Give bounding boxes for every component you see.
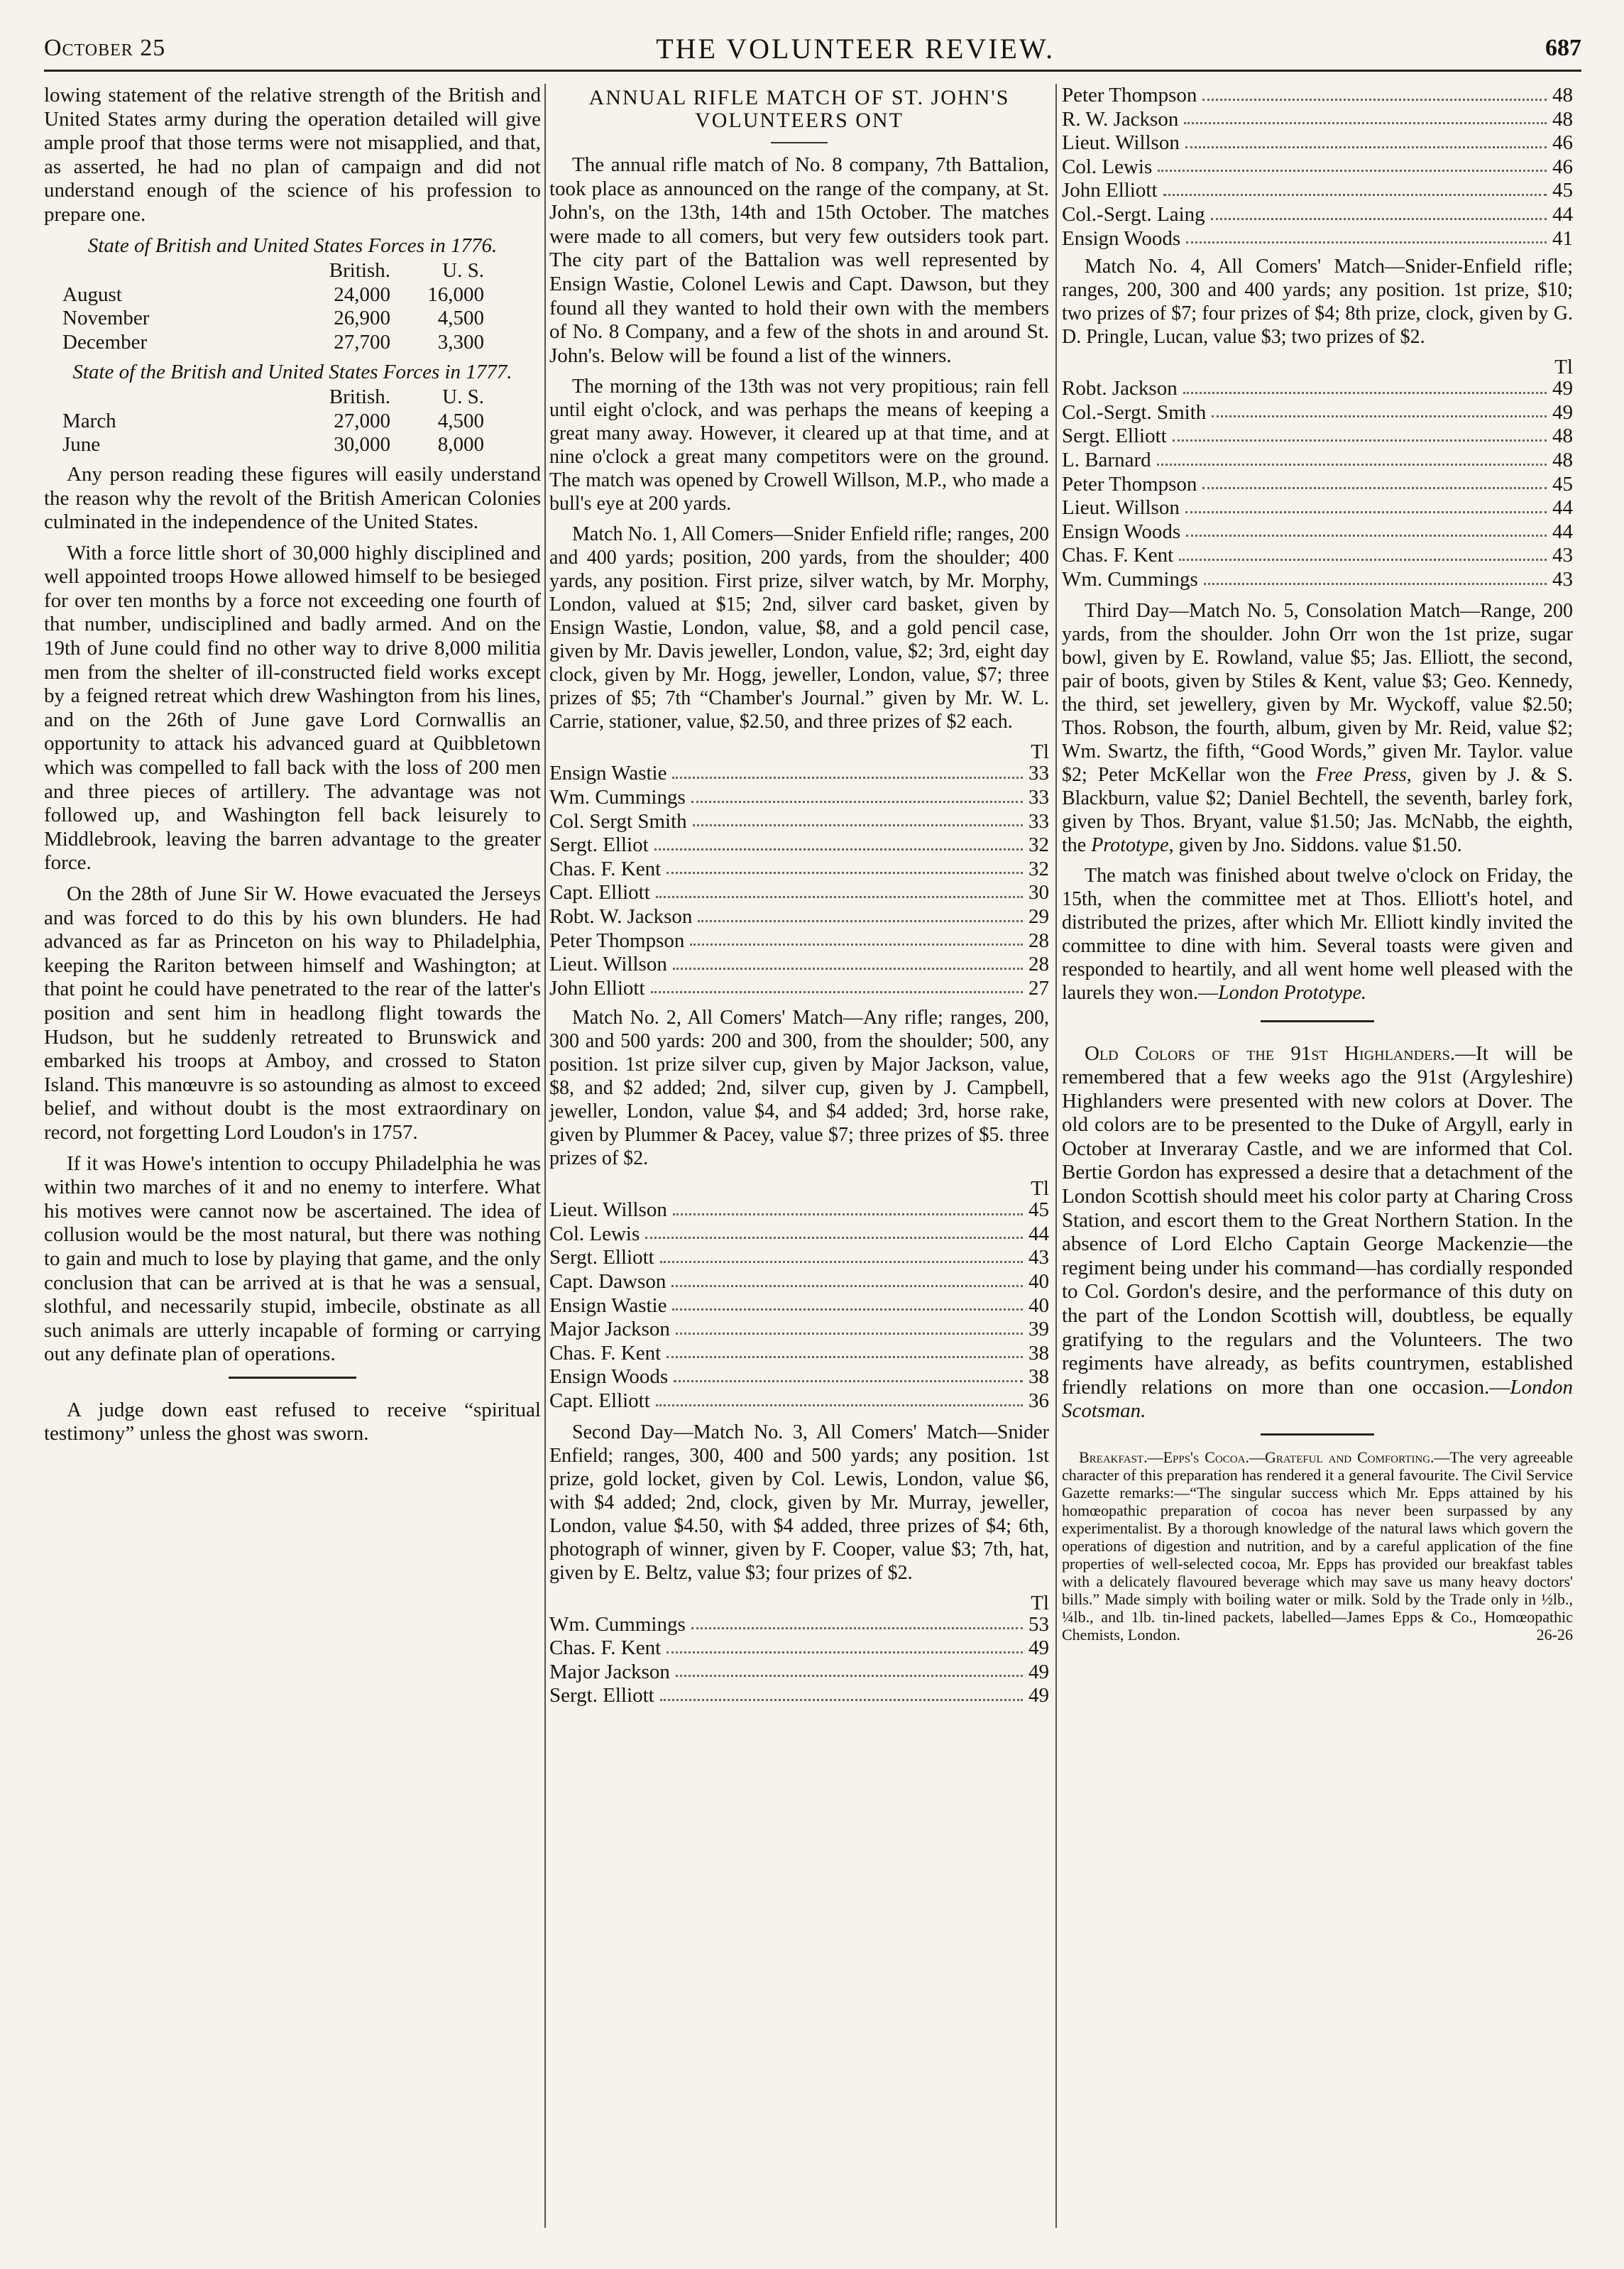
competitor-score: 41	[1552, 226, 1573, 250]
competitor-name: Ensign Wastie	[549, 762, 667, 785]
score-row	[1062, 449, 1573, 473]
header-date: October 25	[44, 35, 166, 61]
paragraph: Match No. 4, All Comers' Match—Snider-Enfield rifle; ranges, 200, 300 and 400 yards; any position. 1st prize, $10; two prizes of $7; four prizes of $4; 8th prize, clock, given by G. D. Pringle, Lucan, value $3; two prizes of $2.	[1062, 256, 1573, 349]
paragraph: With a force little short of 30,000 highly disciplined and well appointed troops Howe allowed himself to be besieged for over ten months by a force not exceeding one fourth of that number, undisciplined and badly armed. And on the 19th of June could find no other way to drive 8,000 militia men from the shelter of ill-constructed field works except by a feigned retreat which drew Washington from his lines, and on the 26th of June gave Lord Cornwallis an opportunity to attack his advanced guard at Quibbletown which was compelled to fall back with the loss of 200 men and three pieces of artillery. The advantage was not followed up, and Washington fell back leisurely to Middlebrook, leaving the barren advantage to the greater force.	[44, 541, 541, 875]
column-1	[44, 84, 541, 1453]
competitor-score: 45	[1552, 179, 1573, 202]
table-row: December 27,700 3,300	[62, 330, 484, 354]
score-row	[549, 1661, 1049, 1685]
competitor-score: 27	[1028, 976, 1049, 1000]
competitor-score: 44	[1028, 1222, 1049, 1245]
dot-leader	[1204, 568, 1547, 585]
dot-leader	[666, 858, 1023, 875]
score-row	[549, 1365, 1049, 1389]
competitor-score: 43	[1028, 1246, 1049, 1269]
table-1776-title: State of British and United States Forces in 1776.	[87, 234, 498, 257]
competitor-score: 45	[1028, 1198, 1049, 1222]
score-row	[549, 1318, 1049, 1342]
competitor-name: Wm. Cummings	[1062, 567, 1198, 591]
dot-leader	[693, 810, 1023, 827]
competitor-name: Major Jackson	[549, 1660, 670, 1683]
competitor-score: 48	[1552, 107, 1573, 131]
score-row	[549, 762, 1049, 786]
competitor-name: Chas. F. Kent	[1062, 544, 1174, 567]
competitor-name: Lieut. Willson	[549, 953, 667, 976]
dot-leader	[1158, 155, 1547, 173]
dot-leader	[1186, 227, 1547, 244]
dot-leader	[654, 833, 1023, 851]
header-page-number: 687	[1545, 35, 1581, 61]
competitor-score: 44	[1552, 202, 1573, 226]
competitor-name: Sergt. Elliott	[549, 1684, 654, 1707]
competitor-score: 44	[1552, 496, 1573, 520]
dot-leader	[1183, 377, 1547, 394]
score-row	[549, 1270, 1049, 1294]
score-row	[549, 810, 1049, 834]
competitor-score: 49	[1028, 1636, 1049, 1660]
competitor-name: Col. Lewis	[549, 1222, 640, 1245]
competitor-name: Chas. F. Kent	[549, 857, 662, 880]
dot-leader	[674, 1365, 1023, 1382]
competitor-score: 38	[1028, 1365, 1049, 1389]
score-row	[549, 905, 1049, 929]
dot-leader	[1163, 179, 1547, 196]
paragraph: If it was Howe's intention to occupy Philadelphia he was within two marches of it and no enemy to interfere. What his motives were cannot now be ascertained. The idea of collusion would be the most natural, but there was nothing to gain and much to lose by playing that game, and the only conclusion that can be arrived at is that he was a sensual, slothful, and necessarily stupid, imbecile, obstinate as all such animals are utterly incapable of forming or carrying out any definate plan of operations.	[44, 1152, 541, 1366]
dot-leader	[1212, 401, 1547, 418]
competitor-name: Col.-Sergt. Laing	[1062, 202, 1205, 226]
competitor-name: Chas. F. Kent	[549, 1636, 662, 1660]
dot-leader	[1185, 131, 1547, 148]
dot-leader	[1202, 473, 1547, 490]
score-row	[1062, 425, 1573, 449]
table-1777	[58, 386, 488, 457]
paragraph: Match No. 1, All Comers—Snider Enfield rifle; ranges, 200 and 400 yards; position, 200 yards, from the shoulder; 400 yards, any position. First prize, silver watch, by Mr. Morphy, London, valued at $15; 2nd, silver card basket, given by Ensign Wastie, London, value, $8, and a gold pencil case, given by Mr. Davis jeweller, London, value, $2; 3rd, eight day clock, given by Mr. Hogg, jeweller, London, value, $7; three prizes of $5; 7th “Chamber's Journal.” given by Mr. W. L. Carrie, stationer, value, $2.50, and three prizes of $2 each.	[549, 523, 1049, 733]
competitor-score: 43	[1552, 567, 1573, 591]
competitor-score: 48	[1552, 448, 1573, 471]
score-row	[549, 1389, 1049, 1414]
score-list-match-1	[549, 762, 1049, 1000]
dot-leader	[660, 1246, 1023, 1263]
score-row	[549, 1684, 1049, 1708]
dot-leader	[1202, 84, 1547, 101]
score-row	[1062, 401, 1573, 425]
score-row	[1062, 227, 1573, 251]
score-list-match-3-continued	[1062, 84, 1573, 251]
dot-leader	[666, 1342, 1023, 1359]
competitor-name: Wm. Cummings	[549, 785, 686, 809]
paragraph: The morning of the 13th was not very propitious; rain fell until eight o'clock, and was perhaps the means of keeping a great many away. However, it cleared up at that time, and at nine o'clock a great many competitors were on the ground. The match was opened by Crowell Willson, M.P., who made a bull's eye at 200 yards.	[549, 376, 1049, 515]
score-column-header: Tl	[1554, 356, 1573, 379]
column-2	[549, 84, 1049, 1708]
score-row	[1062, 377, 1573, 401]
competitor-score: 49	[1552, 400, 1573, 424]
score-row	[549, 953, 1049, 977]
competitor-score: 48	[1552, 425, 1573, 448]
score-row	[1062, 179, 1573, 203]
score-row	[549, 1223, 1049, 1247]
competitor-score: 28	[1028, 929, 1049, 952]
paragraph-closing: The match was finished about twelve o'clock on Friday, the 15th, when the committee met at Thos. Elliott's hotel, and distributed the prizes, after which Mr. Elliott kindly invited the committee to dine with him. Several toasts were given and responded to heartily, and all went home well pleased with the laurels they won.—London Prototype.	[1062, 864, 1573, 1004]
competitor-name: Sergt. Elliot	[549, 833, 649, 857]
competitor-score: 29	[1028, 904, 1049, 928]
score-list-match-3	[549, 1613, 1049, 1708]
score-row	[1062, 155, 1573, 180]
dot-leader	[698, 905, 1023, 922]
paragraph: The annual rifle match of No. 8 company, 7th Battalion, took place as announced on the range of the company, at St. John's, on the 13th, 14th and 15th October. The matches were made to all comers, but very few outsiders took part. The city part of the Battalion was well represented by Ensign Wastie, Colonel Lewis and Capt. Dawson, but they found all they wanted to hold their own with the members of No. 8 Company, and a few of the shots in and around St. John's. Below will be found a list of the winners.	[549, 153, 1049, 367]
score-row	[1062, 568, 1573, 592]
dot-leader	[1185, 496, 1547, 513]
table-1777-title: State of the British and United States Forces in 1777.	[72, 360, 512, 383]
dot-leader	[1157, 449, 1547, 466]
competitor-score: 46	[1552, 155, 1573, 178]
competitor-score: 38	[1028, 1341, 1049, 1365]
score-row	[1062, 108, 1573, 132]
competitor-name: Chas. F. Kent	[549, 1341, 662, 1365]
competitor-name: Robt. Jackson	[1062, 377, 1178, 400]
competitor-name: Capt. Elliott	[549, 1389, 650, 1413]
table-1776	[58, 259, 488, 354]
score-row	[549, 1294, 1049, 1318]
dot-leader	[1211, 203, 1547, 220]
competitor-score: 28	[1028, 953, 1049, 976]
competitor-name: Peter Thompson	[549, 929, 685, 952]
competitor-name: Lieut. Willson	[1062, 131, 1180, 155]
competitor-name: Lieut. Willson	[1062, 496, 1180, 520]
competitor-name: Sergt. Elliott	[549, 1246, 654, 1269]
dot-leader	[672, 1294, 1023, 1311]
dot-leader	[656, 1389, 1023, 1406]
score-row	[1062, 473, 1573, 497]
competitor-name: Major Jackson	[549, 1318, 670, 1341]
competitor-score: 33	[1028, 785, 1049, 809]
intro-paragraph: lowing statement of the relative strength of the British and United States army during the operation detailed will give ample proof that those terms were not misapplied, and that, as asserted, he had no plan of campaign and did not understand enough of the science of his profession to prepare one.	[44, 84, 541, 226]
competitor-score: 48	[1552, 84, 1573, 106]
column-rule-1	[544, 84, 546, 2228]
dot-leader	[673, 1198, 1023, 1215]
dot-leader	[645, 1223, 1023, 1240]
score-row	[549, 977, 1049, 1001]
table-col-us: U. S.	[442, 386, 484, 409]
competitor-name: John Elliott	[549, 976, 645, 1000]
paragraph: On the 28th of June Sir W. Howe evacuated the Jerseys and was forced to do this by his own blunders. He had advanced as far as Princeton on his way to Philadelphia, keeping the Rariton between himself and Washington; at that point he could have penetrated to the rear of the latter's position and sent him in headlong flight towards the Hudson, but he suddenly retreated to Brunswick and embarked his troops at Amboy, and crossed to Staton Island. This manœuvre is so astounding as almost to exceed belief, and without doubt is the most extraordinary on record, not forgetting Lord Loudon's in 1757.	[44, 882, 541, 1144]
table-row: March 27,000 4,500	[62, 409, 484, 432]
score-row	[549, 1613, 1049, 1637]
paragraph-ghost-item: A judge down east refused to receive “spiritual testimony” unless the ghost was sworn.	[44, 1398, 541, 1445]
competitor-score: 49	[1552, 377, 1573, 400]
section-separator	[1261, 1433, 1374, 1436]
dot-leader	[673, 953, 1023, 970]
dot-leader	[691, 1613, 1023, 1630]
dot-leader	[1186, 520, 1547, 537]
dot-leader	[651, 977, 1023, 994]
competitor-score: 46	[1552, 131, 1573, 155]
competitor-name: Col. Lewis	[1062, 155, 1153, 178]
competitor-score: 30	[1028, 881, 1049, 904]
dot-leader	[656, 881, 1023, 898]
competitor-score: 33	[1028, 809, 1049, 833]
score-row	[1062, 496, 1573, 520]
page-header	[44, 27, 1581, 72]
score-row	[1062, 131, 1573, 155]
competitor-name: Ensign Wastie	[549, 1294, 667, 1317]
score-row	[549, 1198, 1049, 1223]
score-row	[1062, 203, 1573, 227]
dot-leader	[690, 929, 1023, 946]
dot-leader	[660, 1684, 1023, 1701]
competitor-score: 49	[1028, 1684, 1049, 1707]
score-row	[1062, 84, 1573, 108]
score-row	[549, 1246, 1049, 1270]
competitor-name: John Elliott	[1062, 179, 1158, 202]
header-title: THE VOLUNTEER REVIEW.	[656, 32, 1055, 65]
score-column-header: Tl	[1031, 1177, 1049, 1201]
table-col-british: British.	[329, 259, 390, 283]
title-rule	[771, 142, 828, 143]
competitor-name: Peter Thompson	[1062, 472, 1197, 496]
score-row	[549, 1342, 1049, 1366]
paragraph-match-5: Third Day—Match No. 5, Consolation Match—Range, 200 yards, from the shoulder. John Orr won the 1st prize, sugar bowl, given by E. Rowland, value $5; Jas. Elliott, the second, pair of boots, given by Stiles & Kent, value $3; Geo. Kennedy, the third, set jewellery, given by Mr. Wyckoff, value $2.50; Thos. Robson, the fourth, album, given by Mr. Reid, value $2; Wm. Swartz, the fifth, “Good Words,” given Mr. Taylor. value $2; Peter McKellar won the Free Press, given by J. & S. Blackburn, value $2; Daniel Bechtell, the seventh, barley fork, given by Thos. Bryant, value $1.50; Jas. McNabb, the eighth, the Prototype, given by Jno. Siddons. value $1.50.	[1062, 599, 1574, 856]
column-rule-2	[1055, 84, 1057, 2228]
paragraph: Match No. 2, All Comers' Match—Any rifle; ranges, 200, 300 and 500 yards: 200 and 300, from the shoulder; 500, any position. 1st prize silver cup, given by Major Jackson, value, $8, and $2 added; 2nd, silver cup, given by J. Campbell, jeweller, London, value $4, and $4 added; 3rd, horse rake, given by Plummer & Pacey, value $7; three prizes of $5. three prizes of $2.	[549, 1007, 1049, 1170]
competitor-name: Ensign Woods	[1062, 520, 1181, 543]
dot-leader	[676, 1318, 1023, 1335]
competitor-name: Col.-Sergt. Smith	[1062, 400, 1207, 424]
dot-leader	[1173, 425, 1547, 442]
article-title: ANNUAL RIFLE MATCH OF ST. JOHN'S VOLUNTEERS ONT	[588, 86, 1010, 132]
dot-leader	[666, 1636, 1023, 1653]
competitor-name: Capt. Dawson	[549, 1270, 666, 1294]
score-row	[1062, 544, 1573, 568]
section-separator	[229, 1377, 356, 1379]
competitor-name: Wm. Cummings	[549, 1612, 686, 1636]
competitor-score: 39	[1028, 1318, 1049, 1341]
competitor-score: 36	[1028, 1389, 1049, 1413]
competitor-name: Ensign Woods	[1062, 226, 1181, 250]
competitor-name: R. W. Jackson	[1062, 107, 1179, 131]
score-column-header: Tl	[1031, 740, 1049, 764]
table-row: November 26,900 4,500	[62, 307, 484, 330]
competitor-score: 33	[1028, 762, 1049, 785]
competitor-score: 40	[1028, 1270, 1049, 1294]
competitor-score: 44	[1552, 520, 1573, 543]
competitor-score: 43	[1552, 544, 1573, 567]
table-row: June 30,000 8,000	[62, 433, 484, 456]
competitor-name: Robt. W. Jackson	[549, 904, 693, 928]
table-col-us: U. S.	[442, 259, 484, 283]
competitor-name: Col. Sergt Smith	[549, 809, 687, 833]
dot-leader	[672, 762, 1023, 779]
competitor-name: Capt. Elliott	[549, 881, 650, 904]
section-separator	[1261, 1020, 1374, 1022]
score-list-match-4	[1062, 377, 1573, 591]
competitor-name: Peter Thompson	[1062, 84, 1197, 106]
paragraph-old-colors: Old Colors of the 91st Highlanders.—It will be remembered that a few weeks ago the 91st (Argyleshire) Highlanders were presented with new colors at Dover. The old colors are to be presented to the Duke of Argyll, early in October at Inveraray Castle, and we are informed that Col. Bertie Gordon has expressed a desire that a detachment of the London Scottish should meet his color party at Charing Cross Station, and escort them to the Great Northern Station. In the absence of Lord Elcho Captain George Mackenzie—the regiment being under his command—has cordially responded to Col. Gordon's desire, and the performance of this duty on the part of the London Scottish will, doubtless, be equally gratifying to the regulars and the Volunteers. The two regiments have already, as befits countrymen, established friendly relations on more than one occasion.—London Scotsman.	[1062, 1041, 1574, 1423]
dot-leader	[1184, 108, 1547, 125]
competitor-score: 32	[1028, 833, 1049, 857]
competitor-score: 49	[1028, 1660, 1049, 1683]
dot-leader	[1179, 544, 1547, 561]
competitor-name: Ensign Woods	[549, 1365, 669, 1389]
score-row	[549, 833, 1049, 858]
score-row	[549, 881, 1049, 905]
paragraph: Any person reading these figures will easily understand the reason why the revolt of the British American Colonies culminated in the independence of the United States.	[44, 462, 541, 534]
table-row: August 24,000 16,000	[62, 283, 484, 306]
table-col-british: British.	[329, 386, 390, 409]
dot-leader	[691, 786, 1023, 803]
score-list-match-2	[549, 1198, 1049, 1413]
score-row	[549, 929, 1049, 953]
paragraph: Second Day—Match No. 3, All Comers' Match—Snider Enfield; ranges, 300, 400 and 500 yards; any position. 1st prize, gold locket, given by Col. Lewis, London, value $6, with $4 added; 2nd, clock, given by Mr. Murray, jeweller, London, value $4.50, with $4 added, three prizes of $4; 6th, photograph of winner, given by F. Cooper, value $3; 7th, hat, given by E. Beltz, value $3; four prizes of $2.	[549, 1421, 1049, 1584]
dot-leader	[671, 1270, 1023, 1287]
column-3	[1062, 84, 1573, 1651]
competitor-score: 32	[1028, 857, 1049, 880]
score-row	[549, 858, 1049, 882]
competitor-name: Sergt. Elliott	[1062, 425, 1167, 448]
score-row	[549, 1636, 1049, 1661]
score-column-header: Tl	[1031, 1591, 1049, 1614]
competitor-score: 45	[1552, 472, 1573, 496]
dot-leader	[676, 1661, 1023, 1678]
competitor-score: 40	[1028, 1294, 1049, 1317]
advertisement-epps-cocoa: Breakfast.—Epps's Cocoa.—Grateful and Comforting.—The very agreeable character of this preparation has rendered it a general favourite. The Civil Service Gazette remarks:—“The singular success which Mr. Epps attained by his homœopathic preparation of cocoa has never been surpassed by any experimentalist. By a thorough knowledge of the natural laws which govern the operations of digestion and nutrition, and by a careful application of the fine properties of well-selected cocoa, Mr. Epps has provided our breakfast tables with a delicately flavoured beverage which may save us many heavy doctors' bills.” Made simply with boiling water or milk. Sold by the Trade only in ½lb., ¼lb., and 1lb. tin-lined packets, labelled—James Epps & Co., Homœopathic Chemists, London. 26-26	[1062, 1448, 1573, 1644]
score-row	[549, 786, 1049, 810]
competitor-score: 53	[1028, 1612, 1049, 1636]
competitor-name: Lieut. Willson	[549, 1198, 667, 1222]
competitor-name: L. Barnard	[1062, 448, 1151, 471]
score-row	[1062, 520, 1573, 545]
